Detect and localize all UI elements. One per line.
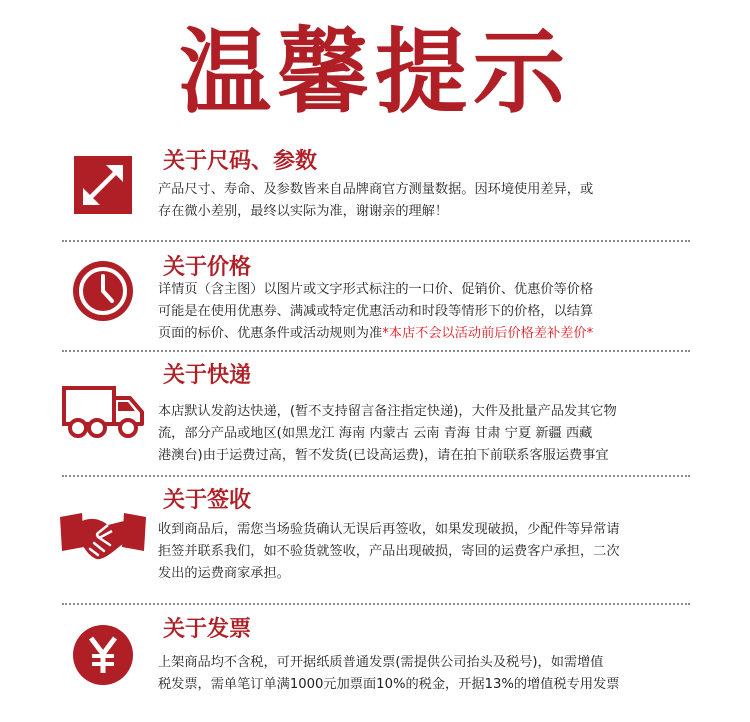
resize-arrow-icon (74, 156, 132, 214)
section-title: 关于价格 (163, 255, 252, 280)
section-size-params (0, 150, 750, 245)
delivery-truck-icon (62, 380, 146, 440)
section-title: 关于尺码、参数 (163, 149, 318, 174)
body-line: 流，部分产品或地区(如黑龙江 海南 内蒙古 云南 青海 甘肃 宁夏 新疆 西藏 (158, 426, 593, 441)
clock-icon (72, 260, 134, 322)
body-line: 税发票，需单笔订单满1000元加票面10%的税金，开据13%的增值税专用发票 (158, 677, 620, 692)
body-line: 存在微小差别，最终以实际为准，谢谢亲的理解！ (158, 204, 449, 219)
body-line (158, 323, 728, 345)
body-line: 详情页（含主图）以图片或文字形式标注的一口价、促销价、优惠价等价格 (158, 282, 594, 297)
section-invoice (0, 612, 750, 722)
section-title: 关于快递 (163, 363, 252, 388)
body-line: 产品尺寸、寿命、及参数皆来自品牌商官方测量数据。因环境使用差异，或 (158, 182, 594, 197)
section-title: 关于签收 (163, 488, 252, 513)
page-title: 温馨提示 (178, 19, 571, 126)
divider (62, 240, 690, 242)
body-line: 收到商品后，需您当场验货确认无误后再签收，如果发现破损，少配件等异常请 (158, 522, 620, 537)
body-line: 可能是在使用优惠券、满减或特定优惠活动和时段等情形下的价格，以结算 (158, 304, 594, 319)
body-text: 页面的标价、优惠条件或活动规则为准 (158, 326, 383, 341)
body-line: 发出的运费商家承担。 (158, 566, 290, 581)
body-line: 上架商品均不含税，可开据纸质普通发票(需提供公司抬头及税号)，如需增值 (158, 655, 604, 670)
body-line: 港澳台)由于运费过高，暂不发货(已设高运费)，请在拍下前联系客服运费事宜 (158, 448, 609, 463)
price-warning: *本店不会以活动前后价格差补差价* (382, 326, 594, 341)
body-line: 拒签并联系我们，如不验货就签收，产品出现破损，寄回的运费客户承担，二次 (158, 544, 620, 559)
section-delivery (0, 358, 750, 473)
section-body (158, 401, 728, 467)
divider (62, 475, 690, 477)
yen-icon (72, 624, 134, 686)
section-title: 关于发票 (163, 617, 252, 642)
divider (62, 603, 690, 605)
handshake-icon (58, 509, 148, 563)
section-body (158, 652, 728, 696)
body-line: 本店默认发韵达快递，(暂不支持留言备注指定快递)，大件及批量产品发其它物 (158, 404, 617, 419)
section-price (0, 252, 750, 352)
section-body (158, 279, 728, 345)
section-body (158, 519, 728, 585)
section-receipt (0, 485, 750, 600)
divider (62, 350, 690, 352)
section-body (158, 179, 728, 223)
